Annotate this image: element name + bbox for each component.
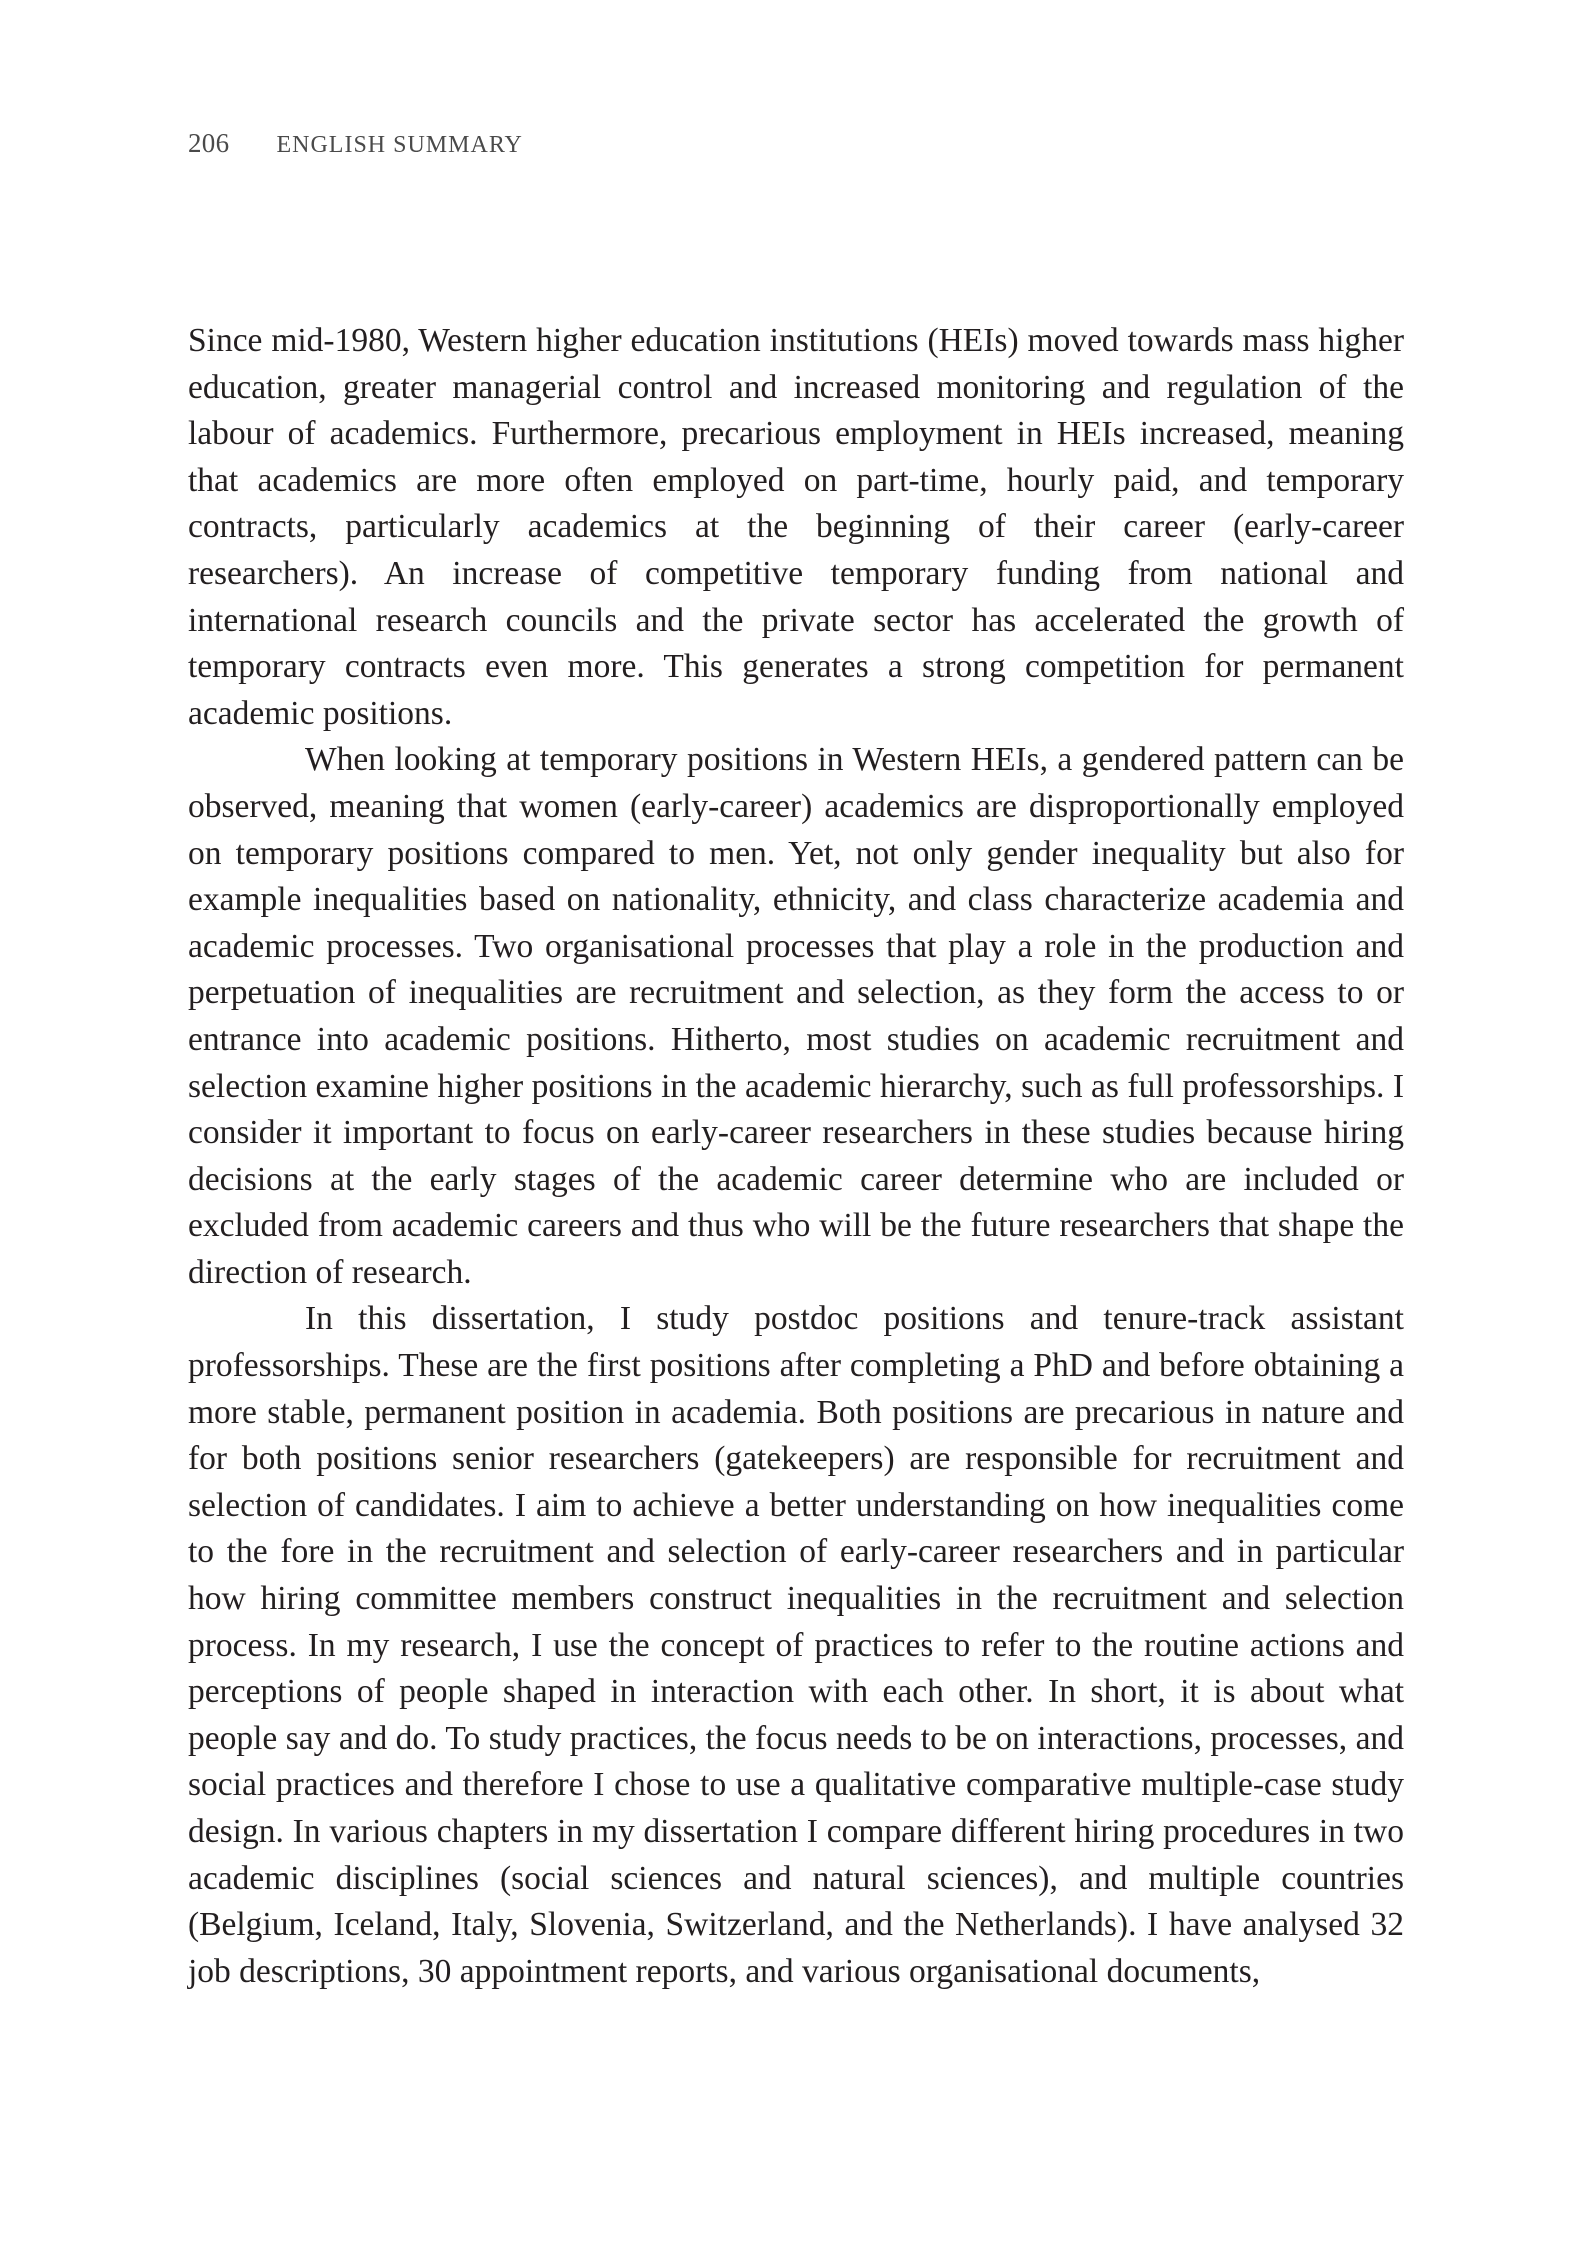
running-header (188, 128, 523, 159)
paragraph-1: Since mid-1980, Western higher education institutions (HEIs) moved towards mass higher education, greater managerial control and increased monitoring and regulation of the labour of academics. Furthermore, precarious employment in HEIs increased, meaning that academics are more often employed on part-time, hourly paid, and temporary contracts, particularly academics at the beginning of their career (early-career researchers). An increase of competitive temporary funding from national and international research councils and the private sector has accelerated the growth of temporary contracts even more. This generates a strong competition for permanent academic positions. (188, 322, 1404, 732)
paragraph-2: When looking at temporary positions in Western HEIs, a gendered pattern can be observed, meaning that women (early-career) academics are disproportionally employed on temporary positions compared to men. Yet, not only gender inequality but also for example inequalities based on nationality, ethnicity, and class characterize academia and academic processes. Two organisational processes that play a role in the production and perpetuation of inequalities are recruitment and selection, as they form the access to or entrance into academic positions. Hitherto, most studies on academic recruitment and selection examine higher positions in the academic hierarchy, such as full professorships. I consider it important to focus on early-career researchers in these studies because hiring decisions at the early stages of the academic career determine who are included or excluded from academic careers and thus who will be the future researchers that shape the direction of research. (188, 741, 1404, 1291)
section-title: ENGLISH SUMMARY (276, 132, 523, 158)
paragraph-3: In this dissertation, I study postdoc positions and tenure-track assistant professorships. These are the first positions after completing a PhD and before obtaining a more stable, permanent position in academia. Both positions are precarious in nature and for both positions senior researchers (gatekeepers) are responsible for recruitment and selection of candidates. I aim to achieve a better understanding on how inequalities come to the fore in the recruitment and selection of early-career researchers and in particular how hiring committee members construct inequalities in the recruitment and selection process. In my research, I use the concept of practices to refer to the routine actions and perceptions of people shaped in interaction with each other. In short, it is about what people say and do. To study practices, the focus needs to be on interactions, processes, and social practices and therefore I chose to use a qualitative comparative multiple-case study design. In various chapters in my dissertation I compare different hiring procedures in two academic disciplines (social sciences and natural sciences), and multiple countries (Belgium, Iceland, Italy, Slovenia, Switzerland, and the Netherlands). I have analysed 32 job descriptions, 30 appointment reports, and various organisational documents, (188, 1300, 1404, 1990)
page-number: 206 (188, 128, 230, 158)
body-text (188, 318, 1404, 1995)
